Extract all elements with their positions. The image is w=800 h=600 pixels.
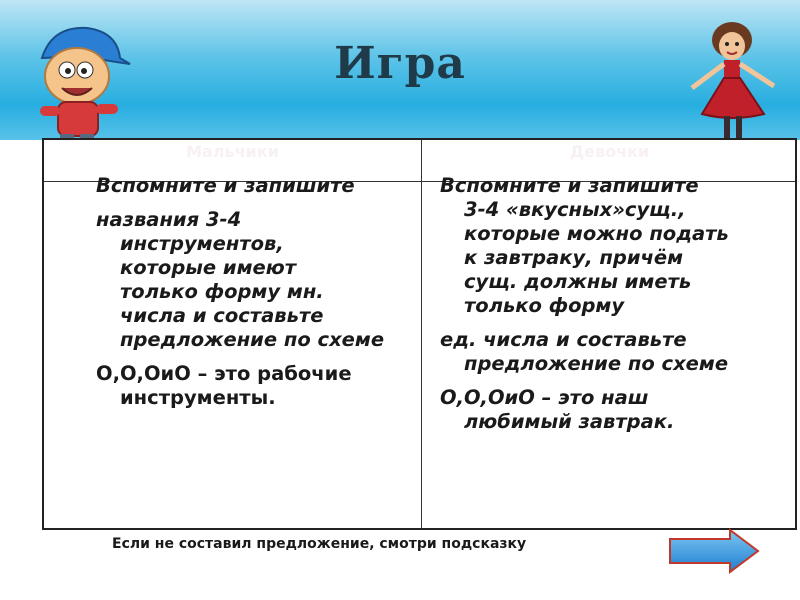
girls-line: которые можно подать [464,222,729,245]
girls-line: 3-4 «вкусных»сущ., [464,198,686,221]
boys-line: Вспомните и запишите [96,174,355,197]
girls-task [440,174,800,434]
header-girls: Девочки [569,142,650,161]
girls-line: любимый завтрак. [464,410,675,433]
boys-line: числа и составьте [120,304,324,327]
boys-line: которые имеют [120,256,297,279]
boys-line: только форму мн. [120,280,324,303]
girls-line: предложение по схеме [464,352,729,375]
girls-line: только форму [464,294,625,317]
boys-line: О,О,ОиО – это рабочие [96,362,352,385]
boys-line: инструменты. [120,386,276,409]
right-arrow-icon[interactable] [668,528,760,574]
girls-line: к завтраку, причём [464,246,684,269]
boys-line: предложение по схеме [120,328,385,351]
girls-line: сущ. должны иметь [464,270,692,293]
boys-line: названия 3-4 [96,208,242,231]
boys-task [96,174,436,410]
girls-line: ед. числа и составьте [440,328,687,351]
girls-line: О,О,ОиО – это наш [440,386,649,409]
page-title: Игра [334,38,466,89]
boys-line: инструментов, [120,232,284,255]
header-boys: Мальчики [186,142,279,161]
girls-line: Вспомните и запишите [440,174,699,197]
hint-text: Если не составил предложение, смотри подсказку [112,536,527,552]
